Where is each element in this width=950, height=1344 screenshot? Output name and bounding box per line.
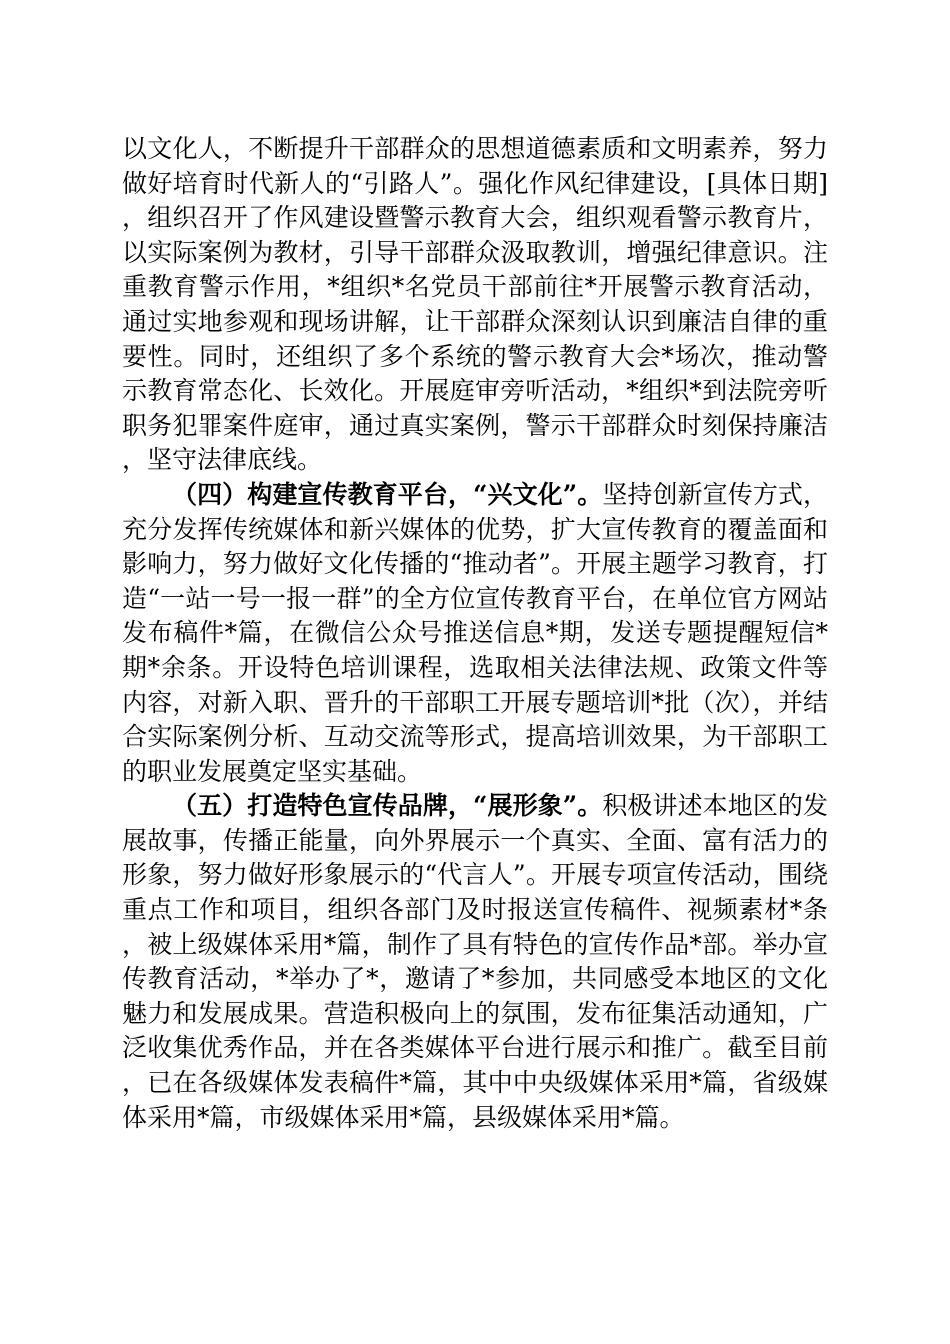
paragraph-text: 以文化人，不断提升干部群众的思想道德素质和文明素养，努力做好培育时代新人的“引路人”。强化作风纪律建设，[具体日期]，组织召开了作风建设暨警示教育大会，组织观看警示教育片，以实际案例为教材，引导干部群众汲取教训，增强纪律意识。注重教育警示作用，*组织*名党员干部前往*开展警示教育活动，通过实地参观和现场讲解，让干部群众深刻认识到廉洁自律的重要性。同时，还组织了多个系统的警示教育大会*场次，推动警示教育常态化、长效化。开展庭审旁听活动，*组织*到法院旁听职务犯罪案件庭审，通过真实案例，警示干部群众时刻保持廉洁，坚守法律底线。 xyxy=(122,134,828,475)
paragraph-continuation xyxy=(122,132,828,478)
paragraph-text: 积极讲述本地区的发展故事，传播正能量，向外界展示一个真实、全面、富有活力的形象，努力做好形象展示的“代言人”。开展专项宣传活动，围绕重点工作和项目，组织各部门及时报送宣传稿件、视频素材*条，被上级媒体采用*篇，制作了具有特色的宣传作品*部。举办宣传教育活动，*举办了*，邀请了*参加，共同感受本地区的文化魅力和发展成果。营造积极向上的氛围，发布征集活动通知，广泛收集优秀作品，并在各类媒体平台进行展示和推广。截至目前，已在各级媒体发表稿件*篇，其中中央级媒体采用*篇，省级媒体采用*篇，市级媒体采用*篇，县级媒体采用*篇。 xyxy=(122,791,828,1132)
document-body xyxy=(122,132,828,1135)
section-heading-4: （四）构建宣传教育平台，“兴文化”。 xyxy=(172,479,603,509)
paragraph-section-4 xyxy=(122,478,828,789)
paragraph-text: 坚持创新宣传方式，充分发挥传统媒体和新兴媒体的优势，扩大宣传教育的覆盖面和影响力，努力做好文化传播的“推动者”。开展主题学习教育，打造“一站一号一报一群”的全方位宣传教育平台，在单位官方网站发布稿件*篇，在微信公众号推送信息*期，发送专题提醒短信*期*余条。开设特色培训课程，选取相关法律法规、政策文件等内容，对新入职、晋升的干部职工开展专题培训*批（次），并结合实际案例分析、互动交流等形式，提高培训效果，为干部职工的职业发展奠定坚实基础。 xyxy=(122,479,828,786)
section-heading-5: （五）打造特色宣传品牌，“展形象”。 xyxy=(172,791,603,821)
paragraph-section-5 xyxy=(122,789,828,1135)
